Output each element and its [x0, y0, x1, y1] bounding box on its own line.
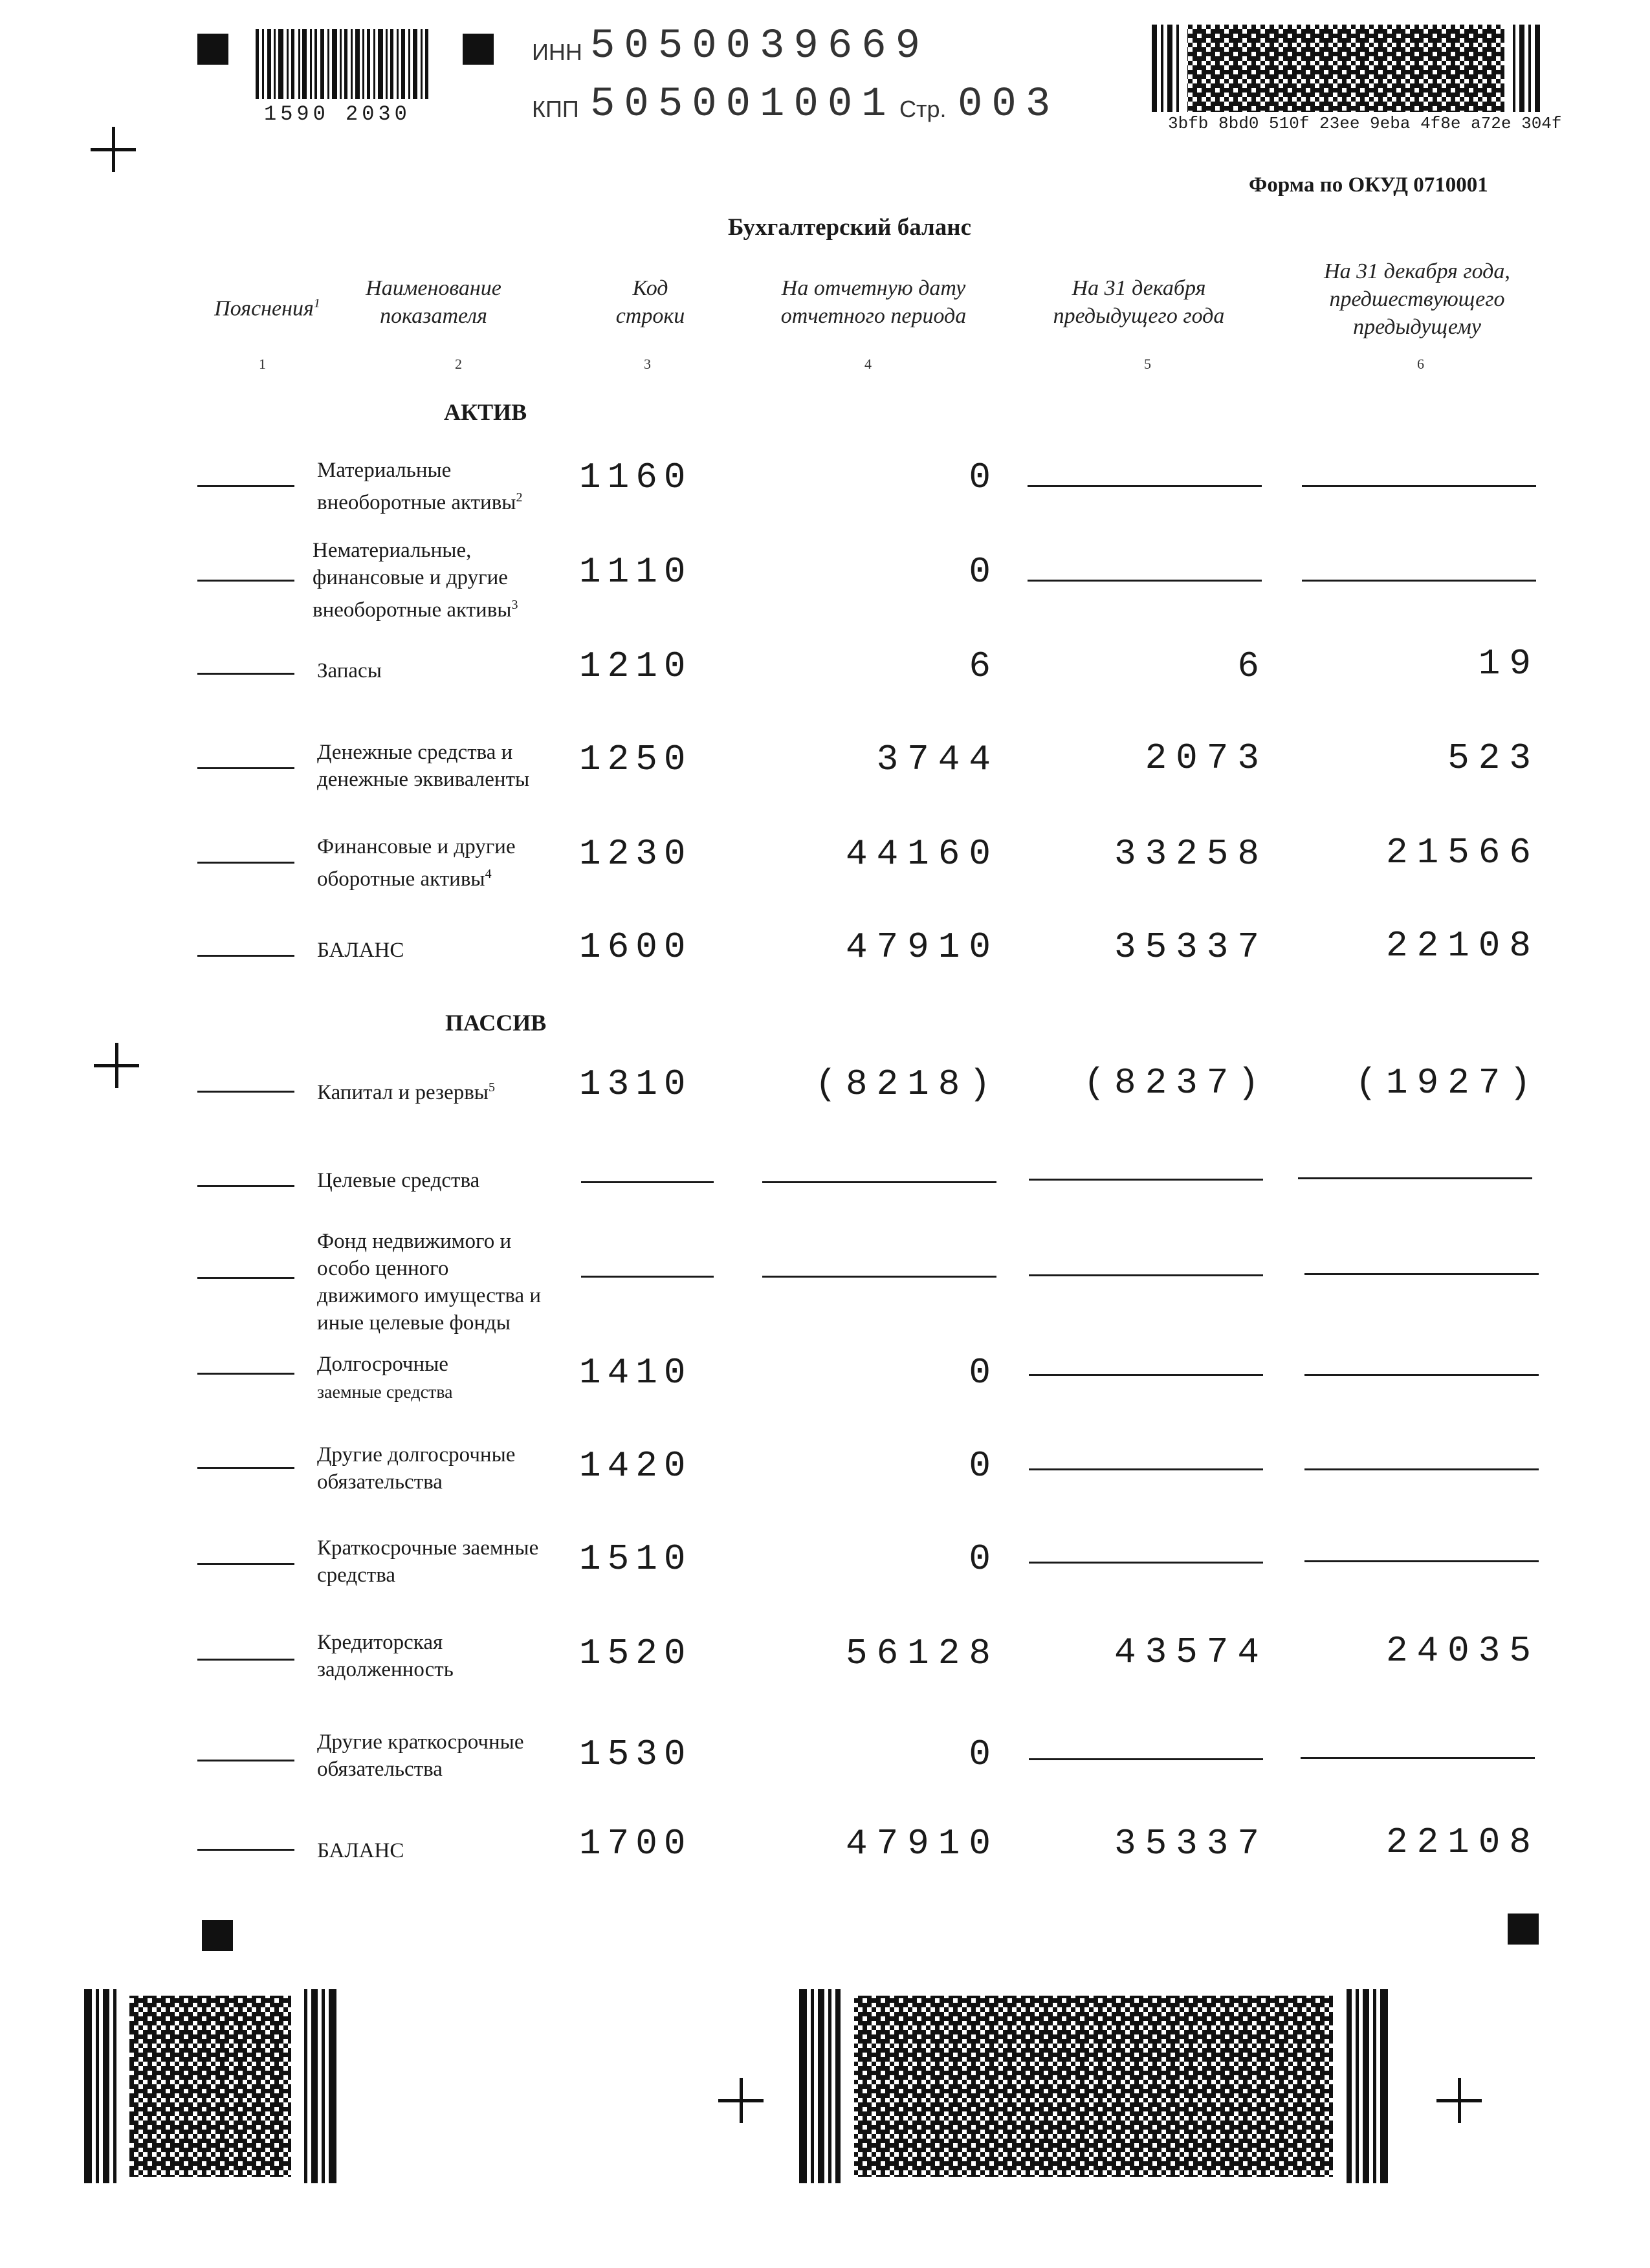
row-value-1230-prevprev: 21566: [1385, 832, 1540, 873]
row-value-1700-current: 47910: [845, 1823, 1000, 1864]
row-code-1420: 1420: [579, 1445, 692, 1487]
row-value-1310-current: (8218): [815, 1063, 1000, 1105]
row-value-1310-prevprev: (1927): [1355, 1062, 1540, 1104]
barcode-number: 1590 2030: [264, 102, 411, 126]
row-value-1210-prev: 6: [1237, 646, 1268, 687]
row-value-1600-prev: 35337: [1114, 926, 1268, 968]
row-value-1160-current: 0: [969, 457, 1000, 498]
row-code-1700: 1700: [579, 1823, 692, 1864]
linear-barcode: [256, 29, 430, 104]
row-code-1510: 1510: [579, 1538, 692, 1580]
2d-barcode-bottom-left: [84, 1989, 336, 2183]
column-number: 4: [864, 356, 872, 372]
row-label-target-funds: Целевые средства: [317, 1169, 480, 1192]
row-value-1160-prevprev-blank: [1302, 485, 1536, 487]
row-value-target-funds-current-blank: [762, 1181, 996, 1183]
row-value-1250-prev: 2073: [1145, 737, 1268, 779]
row-value-target-funds-prevprev-blank: [1298, 1177, 1532, 1179]
registration-marker-bottom-right: [1508, 1914, 1539, 1945]
row-code-fund-blank: [581, 1276, 714, 1278]
section-liabilities-heading: ПАССИВ: [445, 1010, 547, 1036]
row-value-1310-prev: (8237): [1083, 1062, 1268, 1104]
row-value-1230-current: 44160: [845, 833, 1000, 875]
column-header-current: На отчетную дату отчетного периода: [780, 276, 967, 328]
row-label-1700: БАЛАНС: [317, 1839, 404, 1862]
column-number: 3: [644, 356, 651, 372]
form-code: Форма по ОКУД 0710001: [1249, 173, 1488, 197]
row-value-1510-current: 0: [969, 1538, 1000, 1580]
row-value-1530-current: 0: [969, 1734, 1000, 1775]
row-value-1520-current: 56128: [845, 1633, 1000, 1674]
column-number: 6: [1417, 356, 1424, 372]
row-code-1310: 1310: [579, 1063, 692, 1105]
row-label-1250: Денежные средства и денежные эквиваленты: [317, 741, 530, 791]
row-value-fund-prev-blank: [1029, 1274, 1263, 1276]
registration-cross-top-left: [91, 127, 136, 172]
notes-blank: [197, 955, 294, 957]
row-value-1160-prev-blank: [1028, 485, 1262, 487]
row-value-1520-prevprev: 24035: [1385, 1630, 1540, 1672]
row-label-1510: Краткосрочные заемные средства: [317, 1536, 539, 1587]
notes-blank: [197, 1563, 294, 1565]
row-label-fund: Фонд недвижимого и особо ценного движимого имущества и иные целевые фонды: [317, 1230, 542, 1335]
section-assets-heading: АКТИВ: [444, 399, 527, 425]
inn-label: ИНН: [532, 39, 582, 65]
document-hash: 3bfb 8bd0 510f 23ee 9eba 4f8e a72e 304f: [1168, 114, 1562, 133]
row-value-1700-prev: 35337: [1114, 1823, 1268, 1864]
notes-blank: [197, 1659, 294, 1661]
kpp-label: КПП: [532, 96, 579, 122]
row-value-1530-prevprev-blank: [1301, 1757, 1535, 1759]
column-header-prev-year: На 31 декабря предыдущего года: [1053, 276, 1225, 328]
notes-blank: [197, 1277, 294, 1279]
2d-barcode-top: [1152, 25, 1540, 115]
row-value-1250-prevprev: 523: [1447, 737, 1540, 779]
notes-blank: [197, 1849, 294, 1851]
row-label-1530: Другие краткосрочные обязательства: [317, 1730, 524, 1781]
notes-blank: [197, 1760, 294, 1761]
row-label-1520: Кредиторская задолженность: [317, 1631, 454, 1681]
row-code-1520: 1520: [579, 1633, 692, 1674]
row-label-1230: Финансовые и другие оборотные активы$^4$: [317, 835, 516, 891]
row-code-1230: 1230: [579, 833, 692, 875]
row-label-1410: Долгосрочные заемные средства: [317, 1353, 453, 1402]
notes-blank: [197, 485, 294, 487]
row-value-1210-current: 6: [969, 646, 1000, 687]
column-number: 2: [455, 356, 462, 372]
row-label-1110: Нематериальные, финансовые и другие внеоборотные активы$^3$: [313, 539, 518, 622]
row-code-1250: 1250: [579, 739, 692, 780]
page-value: 003: [958, 82, 1060, 128]
inn-value: 5050039669: [590, 23, 930, 70]
notes-blank: [197, 673, 294, 675]
row-value-1410-prevprev-blank: [1304, 1374, 1539, 1376]
registration-marker-top-left: [197, 34, 228, 65]
page-label: Стр.: [899, 96, 947, 122]
row-code-1160: 1160: [579, 457, 692, 498]
2d-barcode-bottom-right: [799, 1989, 1388, 2183]
row-value-1110-current: 0: [969, 551, 1000, 593]
kpp-value: 505001001: [590, 82, 896, 128]
row-code-1210: 1210: [579, 646, 692, 687]
row-code-1530: 1530: [579, 1734, 692, 1775]
row-value-1110-prev-blank: [1028, 580, 1262, 582]
column-number: 5: [1144, 356, 1151, 372]
row-label-1600: БАЛАНС: [317, 939, 404, 962]
row-value-fund-prevprev-blank: [1304, 1273, 1539, 1275]
row-value-1700-prevprev: 22108: [1385, 1822, 1540, 1863]
row-value-1510-prevprev-blank: [1304, 1560, 1539, 1562]
row-value-target-funds-prev-blank: [1029, 1179, 1263, 1181]
row-value-1410-prev-blank: [1029, 1374, 1263, 1376]
registration-cross-bottom-right: [1436, 2078, 1482, 2123]
column-header-notes: Пояснения$^1$: [214, 296, 320, 321]
row-value-1510-prev-blank: [1029, 1562, 1263, 1564]
row-value-1210-prevprev: 19: [1478, 643, 1540, 684]
row-code-1110: 1110: [579, 551, 692, 593]
notes-blank: [197, 1185, 294, 1187]
row-value-1420-current: 0: [969, 1445, 1000, 1487]
registration-marker-top-mid: [463, 34, 494, 65]
registration-marker-bottom-left: [202, 1920, 233, 1951]
row-value-1420-prevprev-blank: [1304, 1468, 1539, 1470]
row-label-1310: Капитал и резервы$^5$: [317, 1080, 495, 1104]
row-value-1420-prev-blank: [1029, 1468, 1263, 1470]
row-value-1110-prevprev-blank: [1302, 580, 1536, 582]
row-label-1420: Другие долгосрочные обязательства: [317, 1443, 516, 1494]
column-number: 1: [259, 356, 266, 372]
row-value-1600-current: 47910: [845, 926, 1000, 968]
row-code-1600: 1600: [579, 926, 692, 968]
notes-blank: [197, 1091, 294, 1093]
column-header-code: Код строки: [615, 276, 685, 328]
row-value-1530-prev-blank: [1029, 1758, 1263, 1760]
column-header-indicator: Наименование показателя: [366, 276, 501, 328]
notes-blank: [197, 767, 294, 769]
row-value-1230-prev: 33258: [1114, 833, 1268, 875]
notes-blank: [197, 1467, 294, 1469]
row-value-1520-prev: 43574: [1114, 1631, 1268, 1673]
row-label-1210: Запасы: [317, 659, 382, 682]
row-value-fund-current-blank: [762, 1276, 996, 1278]
row-value-1410-current: 0: [969, 1352, 1000, 1393]
notes-blank: [197, 862, 294, 864]
row-value-1600-prevprev: 22108: [1385, 925, 1540, 966]
row-code-target-funds-blank: [581, 1181, 714, 1183]
column-header-prev-prev-year: На 31 декабря года, предшествующего предыдущему: [1324, 259, 1510, 339]
document-title: Бухгалтерский баланс: [728, 214, 972, 241]
registration-cross-mid-left: [94, 1043, 139, 1088]
row-label-1160: Материальные внеоборотные активы$^2$: [317, 459, 523, 514]
notes-blank: [197, 580, 294, 582]
registration-cross-bottom-mid: [718, 2078, 764, 2123]
row-code-1410: 1410: [579, 1352, 692, 1393]
row-value-1250-current: 3744: [876, 739, 1000, 780]
notes-blank: [197, 1373, 294, 1375]
